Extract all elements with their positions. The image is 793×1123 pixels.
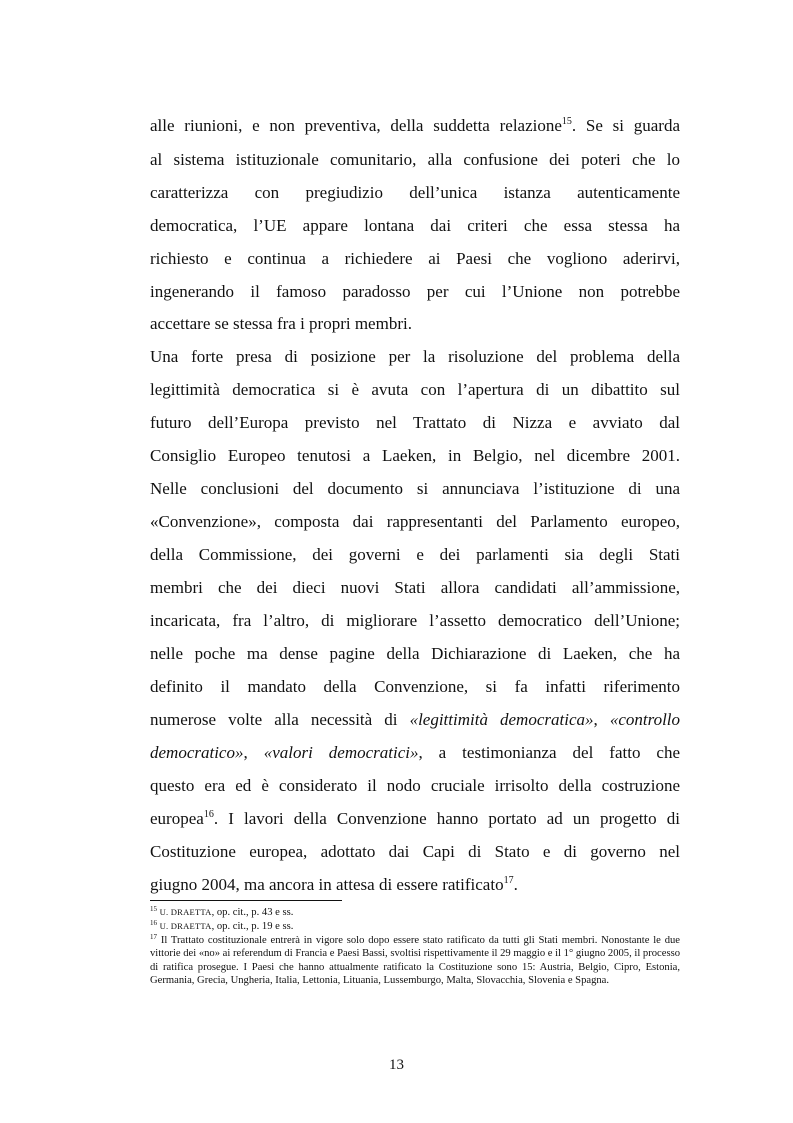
text-line: democratica, l’UE appare lontana dai criteri che essa stessa ha bbox=[150, 216, 680, 235]
text-line: numerose volte alla necessità di «legittimità democratica», «controllo bbox=[150, 710, 681, 729]
text-line: ingenerando il famoso paradosso per cui l’Unione non potrebbe bbox=[150, 282, 680, 301]
text-line: incaricata, fra l’altro, di migliorare l’assetto democratico dell’Unione; bbox=[150, 611, 680, 630]
text-line: al sistema istituzionale comunitario, alla confusione dei poteri che lo bbox=[150, 150, 680, 169]
footnote-17: $^{17}$ Il Trattato costituzionale entrerà in vigore solo dopo essere stato ratificato da tutti gli Stati membri. Nonostante le due vittorie dei «no» ai referendum di Francia e Paesi Bassi, svoltisi rispettivamente il 29 maggio e il 1° giugno 2005, il processo di ratifica prosegue. I Paesi che hanno attualmente ratificato la Costituzione sono 15: Austria, Belgio, Cipro, Estonia, Germania, Grecia, Ungheria, Italia, Lettonia, Lituania, Lussemburgo, Malta, Slovacchia, Slovenia e Spagna. bbox=[150, 933, 680, 987]
text-line: alle riunioni, e non preventiva, della suddetta relazione$^{15}$. Se si guarda bbox=[150, 116, 681, 135]
text-line: Nelle conclusioni del documento si annunciava l’istituzione di una bbox=[150, 479, 680, 498]
text-line: legittimità democratica si è avuta con l’apertura di un dibattito sul bbox=[150, 380, 680, 399]
text-line: accettare se stessa fra i propri membri. bbox=[150, 314, 412, 333]
text-line: definito il mandato della Convenzione, si fa infatti riferimento bbox=[150, 677, 680, 696]
text-line: richiesto e continua a richiedere ai Paesi che vogliono aderirvi, bbox=[150, 249, 680, 268]
text-line: Una forte presa di posizione per la risoluzione del problema della bbox=[150, 347, 680, 366]
footnote-ref-16[interactable]: 16 bbox=[203, 809, 214, 820]
text-line: questo era ed è considerato il nodo cruciale irrisolto della costruzione bbox=[150, 776, 680, 795]
text-line: «Convenzione», composta dai rappresentanti del Parlamento europeo, bbox=[150, 512, 680, 531]
text-line: democratico», «valori democratici», a testimonianza del fatto che bbox=[150, 743, 680, 762]
text-line: caratterizza con pregiudizio dell’unica istanza autenticamente bbox=[150, 183, 680, 202]
footnote-15: $^{15}$ U. DRAETTA, op. cit., p. 43 e ss. bbox=[150, 905, 294, 918]
text-line: Costituzione europea, adottato dai Capi di Stato e di governo nel bbox=[150, 842, 680, 861]
text-line: europea$^{16}$. I lavori della Convenzione hanno portato ad un progetto di bbox=[150, 809, 680, 828]
footnote-ref-15[interactable]: 15 bbox=[561, 116, 572, 127]
text-line: nelle poche ma dense pagine della Dichiarazione di Laeken, che ha bbox=[150, 644, 680, 663]
text-line: della Commissione, dei governi e dei parlamenti sia degli Stati bbox=[150, 545, 680, 564]
text-line: Consiglio Europeo tenutosi a Laeken, in Belgio, nel dicembre 2001. bbox=[150, 446, 680, 465]
text-line: membri che dei dieci nuovi Stati allora candidati all’ammissione, bbox=[150, 578, 680, 597]
text-line: giugno 2004, ma ancora in attesa di essere ratificato$^{17}$. bbox=[150, 875, 518, 894]
footnote-16: $^{16}$ U. DRAETTA, op. cit., p. 19 e ss. bbox=[150, 919, 294, 932]
footnote-separator bbox=[150, 900, 342, 901]
footnote-ref-17[interactable]: 17 bbox=[503, 875, 514, 886]
text-line: futuro dell’Europa previsto nel Trattato di Nizza e avviato dal bbox=[150, 413, 680, 432]
page-number: 13 bbox=[389, 1057, 404, 1073]
